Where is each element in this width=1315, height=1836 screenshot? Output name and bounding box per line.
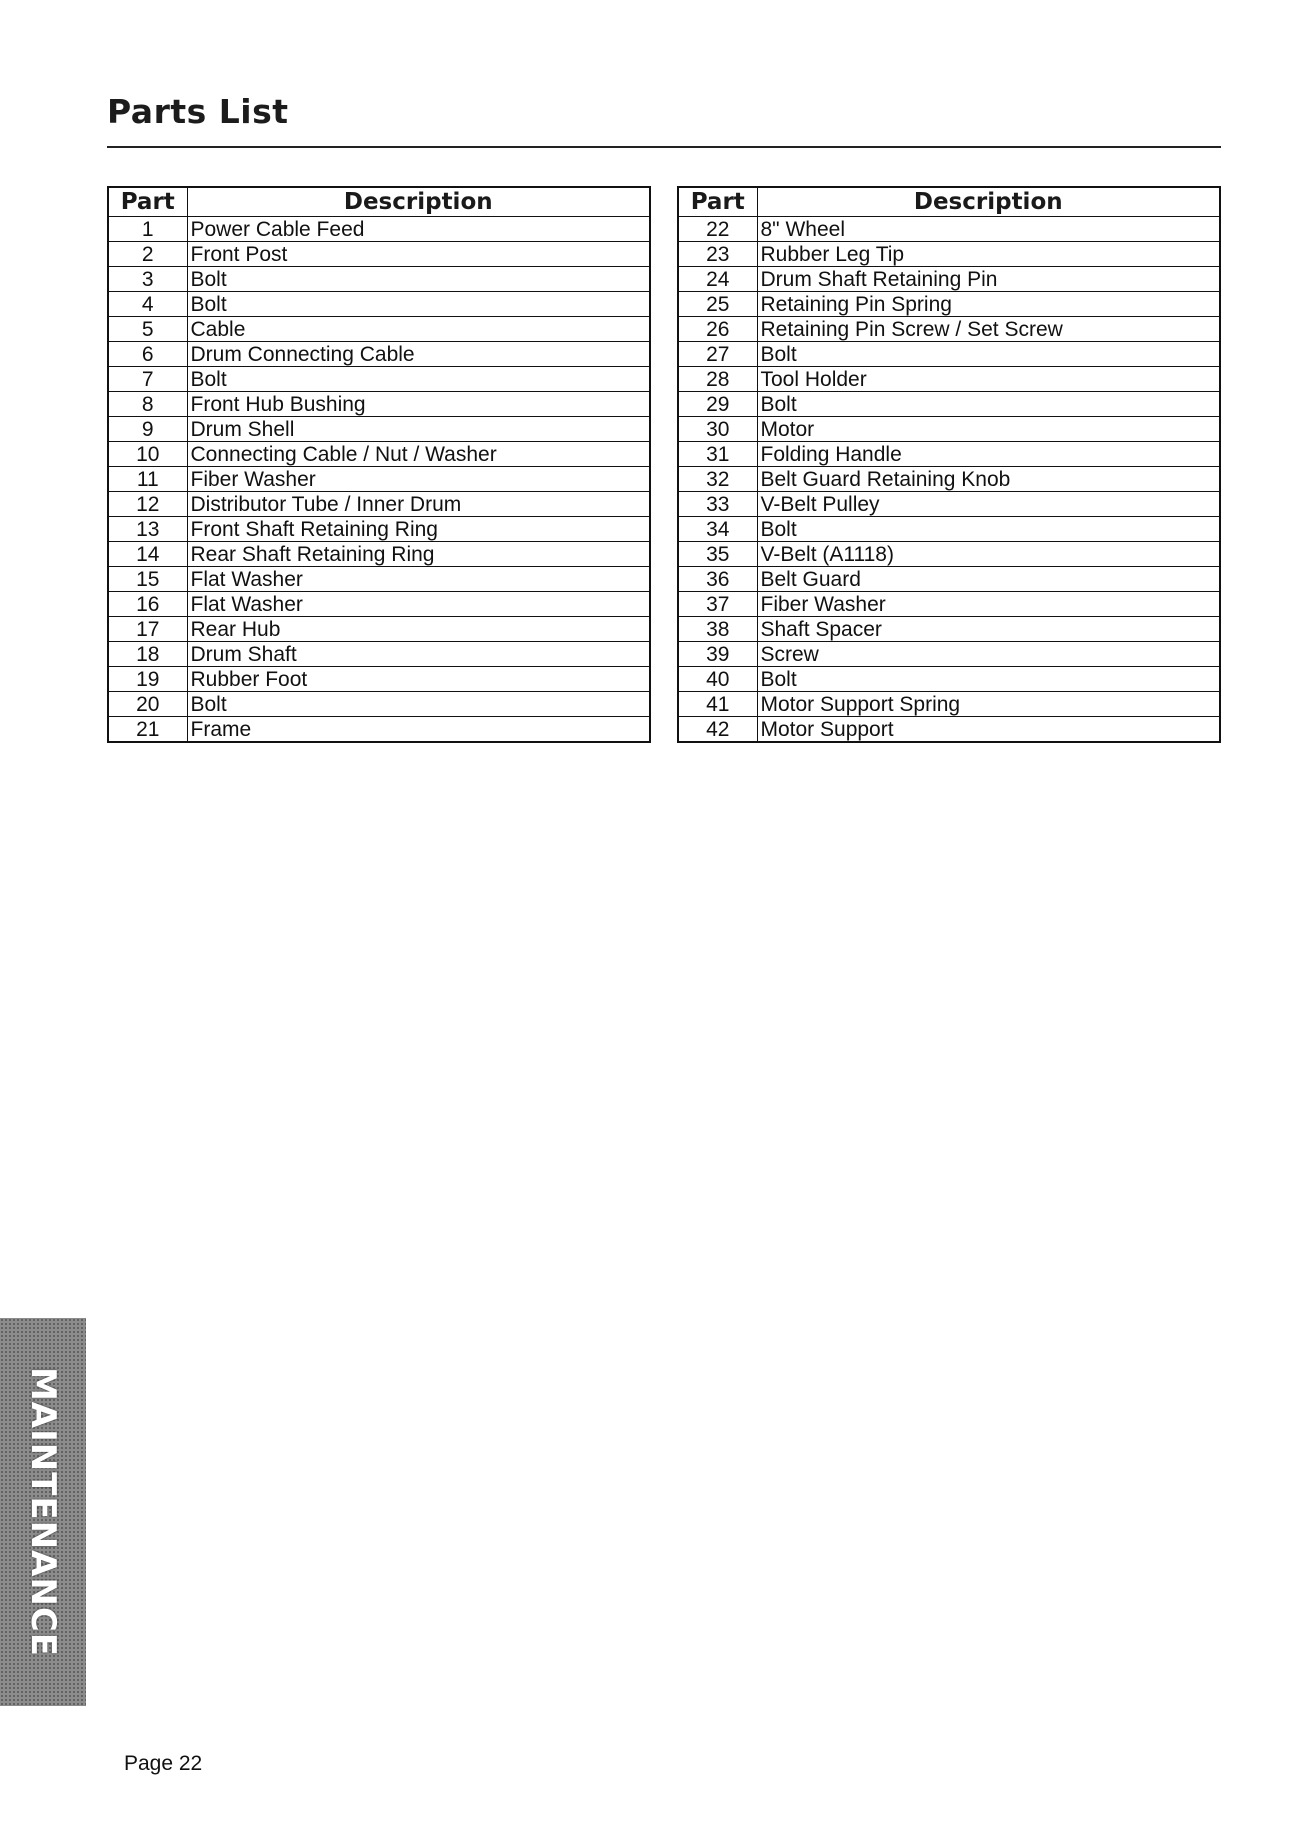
- part-number-cell: 1: [108, 217, 187, 242]
- table-row: [108, 692, 650, 717]
- part-description-cell: Retaining Pin Screw / Set Screw: [757, 317, 1220, 342]
- part-description-cell: Drum Shaft: [187, 642, 650, 667]
- part-number-cell: 4: [108, 292, 187, 317]
- table-header-row: [678, 187, 1220, 217]
- part-description-cell: Power Cable Feed: [187, 217, 650, 242]
- table-row: [678, 667, 1220, 692]
- part-description-cell: Drum Shaft Retaining Pin: [757, 267, 1220, 292]
- part-description-cell: Rubber Leg Tip: [757, 242, 1220, 267]
- table-row: [678, 442, 1220, 467]
- table-row: [108, 342, 650, 367]
- part-description-cell: Folding Handle: [757, 442, 1220, 467]
- table-row: [678, 492, 1220, 517]
- part-number-cell: 31: [678, 442, 757, 467]
- part-description-cell: Tool Holder: [757, 367, 1220, 392]
- part-number-cell: 17: [108, 617, 187, 642]
- part-description-cell: Retaining Pin Spring: [757, 292, 1220, 317]
- table-row: [678, 517, 1220, 542]
- table-header-row: [108, 187, 650, 217]
- part-number-cell: 39: [678, 642, 757, 667]
- part-number-cell: 10: [108, 442, 187, 467]
- part-number-cell: 3: [108, 267, 187, 292]
- table-row: [108, 367, 650, 392]
- part-number-cell: 12: [108, 492, 187, 517]
- table-row: [678, 367, 1220, 392]
- part-description-cell: Front Shaft Retaining Ring: [187, 517, 650, 542]
- part-description-cell: Distributor Tube / Inner Drum: [187, 492, 650, 517]
- part-description-cell: Bolt: [187, 267, 650, 292]
- part-description-cell: Motor Support: [757, 717, 1220, 743]
- part-description-cell: Fiber Washer: [187, 467, 650, 492]
- table-row: [678, 292, 1220, 317]
- part-description-cell: Front Hub Bushing: [187, 392, 650, 417]
- part-number-cell: 13: [108, 517, 187, 542]
- part-description-cell: Fiber Washer: [757, 592, 1220, 617]
- part-description-cell: 8" Wheel: [757, 217, 1220, 242]
- part-column-header: Part: [108, 187, 187, 217]
- part-number-cell: 8: [108, 392, 187, 417]
- table-row: [678, 592, 1220, 617]
- part-description-cell: Bolt: [187, 367, 650, 392]
- parts-table-right: [677, 186, 1221, 743]
- table-row: [108, 642, 650, 667]
- part-description-cell: Rubber Foot: [187, 667, 650, 692]
- part-number-cell: 29: [678, 392, 757, 417]
- part-number-cell: 34: [678, 517, 757, 542]
- part-description-cell: Rear Hub: [187, 617, 650, 642]
- part-column-header: Part: [678, 187, 757, 217]
- part-description-cell: Rear Shaft Retaining Ring: [187, 542, 650, 567]
- part-number-cell: 11: [108, 467, 187, 492]
- page-number: Page 22: [124, 1752, 203, 1775]
- table-row: [108, 242, 650, 267]
- part-number-cell: 19: [108, 667, 187, 692]
- part-description-cell: Connecting Cable / Nut / Washer: [187, 442, 650, 467]
- page-title: Parts List: [107, 92, 289, 131]
- part-number-cell: 35: [678, 542, 757, 567]
- part-number-cell: 26: [678, 317, 757, 342]
- part-number-cell: 42: [678, 717, 757, 743]
- part-number-cell: 14: [108, 542, 187, 567]
- table-row: [678, 617, 1220, 642]
- part-number-cell: 16: [108, 592, 187, 617]
- part-description-cell: V-Belt Pulley: [757, 492, 1220, 517]
- table-row: [678, 342, 1220, 367]
- part-number-cell: 37: [678, 592, 757, 617]
- part-number-cell: 25: [678, 292, 757, 317]
- table-row: [108, 592, 650, 617]
- part-number-cell: 20: [108, 692, 187, 717]
- table-row: [678, 567, 1220, 592]
- part-description-cell: V-Belt (A1118): [757, 542, 1220, 567]
- table-row: [678, 417, 1220, 442]
- table-row: [678, 467, 1220, 492]
- table-row: [678, 317, 1220, 342]
- table-row: [108, 442, 650, 467]
- part-description-cell: Bolt: [757, 392, 1220, 417]
- table-row: [108, 717, 650, 743]
- table-row: [108, 217, 650, 242]
- part-number-cell: 9: [108, 417, 187, 442]
- table-row: [108, 392, 650, 417]
- section-tab-maintenance: [0, 1318, 86, 1706]
- part-description-cell: Drum Shell: [187, 417, 650, 442]
- part-description-cell: Frame: [187, 717, 650, 743]
- part-description-cell: Flat Washer: [187, 592, 650, 617]
- table-row: [678, 392, 1220, 417]
- part-number-cell: 32: [678, 467, 757, 492]
- part-number-cell: 36: [678, 567, 757, 592]
- title-divider: [107, 146, 1221, 148]
- parts-table-left: [107, 186, 651, 743]
- table-row: [108, 667, 650, 692]
- part-number-cell: 30: [678, 417, 757, 442]
- part-description-cell: Bolt: [757, 342, 1220, 367]
- table-row: [108, 567, 650, 592]
- description-column-header: Description: [187, 187, 650, 217]
- part-number-cell: 5: [108, 317, 187, 342]
- part-number-cell: 7: [108, 367, 187, 392]
- table-row: [108, 317, 650, 342]
- table-row: [108, 517, 650, 542]
- part-description-cell: Front Post: [187, 242, 650, 267]
- part-description-cell: Bolt: [757, 517, 1220, 542]
- part-number-cell: 18: [108, 642, 187, 667]
- part-description-cell: Motor: [757, 417, 1220, 442]
- part-number-cell: 15: [108, 567, 187, 592]
- table-row: [678, 267, 1220, 292]
- part-number-cell: 27: [678, 342, 757, 367]
- part-number-cell: 23: [678, 242, 757, 267]
- part-description-cell: Bolt: [187, 692, 650, 717]
- part-number-cell: 21: [108, 717, 187, 743]
- table-row: [108, 617, 650, 642]
- part-number-cell: 6: [108, 342, 187, 367]
- part-description-cell: Bolt: [757, 667, 1220, 692]
- table-row: [678, 692, 1220, 717]
- part-description-cell: Motor Support Spring: [757, 692, 1220, 717]
- part-description-cell: Shaft Spacer: [757, 617, 1220, 642]
- part-description-cell: Flat Washer: [187, 567, 650, 592]
- part-description-cell: Screw: [757, 642, 1220, 667]
- table-row: [678, 217, 1220, 242]
- part-number-cell: 33: [678, 492, 757, 517]
- table-row: [108, 267, 650, 292]
- table-row: [678, 717, 1220, 743]
- table-row: [108, 492, 650, 517]
- table-row: [108, 542, 650, 567]
- part-number-cell: 28: [678, 367, 757, 392]
- section-tab-label: MAINTENANCE: [23, 1366, 63, 1658]
- part-number-cell: 38: [678, 617, 757, 642]
- table-row: [108, 417, 650, 442]
- part-number-cell: 22: [678, 217, 757, 242]
- description-column-header: Description: [757, 187, 1220, 217]
- part-number-cell: 40: [678, 667, 757, 692]
- part-number-cell: 24: [678, 267, 757, 292]
- table-row: [108, 467, 650, 492]
- part-description-cell: Cable: [187, 317, 650, 342]
- table-row: [108, 292, 650, 317]
- part-description-cell: Belt Guard Retaining Knob: [757, 467, 1220, 492]
- part-number-cell: 41: [678, 692, 757, 717]
- part-description-cell: Belt Guard: [757, 567, 1220, 592]
- part-number-cell: 2: [108, 242, 187, 267]
- part-description-cell: Drum Connecting Cable: [187, 342, 650, 367]
- table-row: [678, 242, 1220, 267]
- table-row: [678, 642, 1220, 667]
- table-row: [678, 542, 1220, 567]
- part-description-cell: Bolt: [187, 292, 650, 317]
